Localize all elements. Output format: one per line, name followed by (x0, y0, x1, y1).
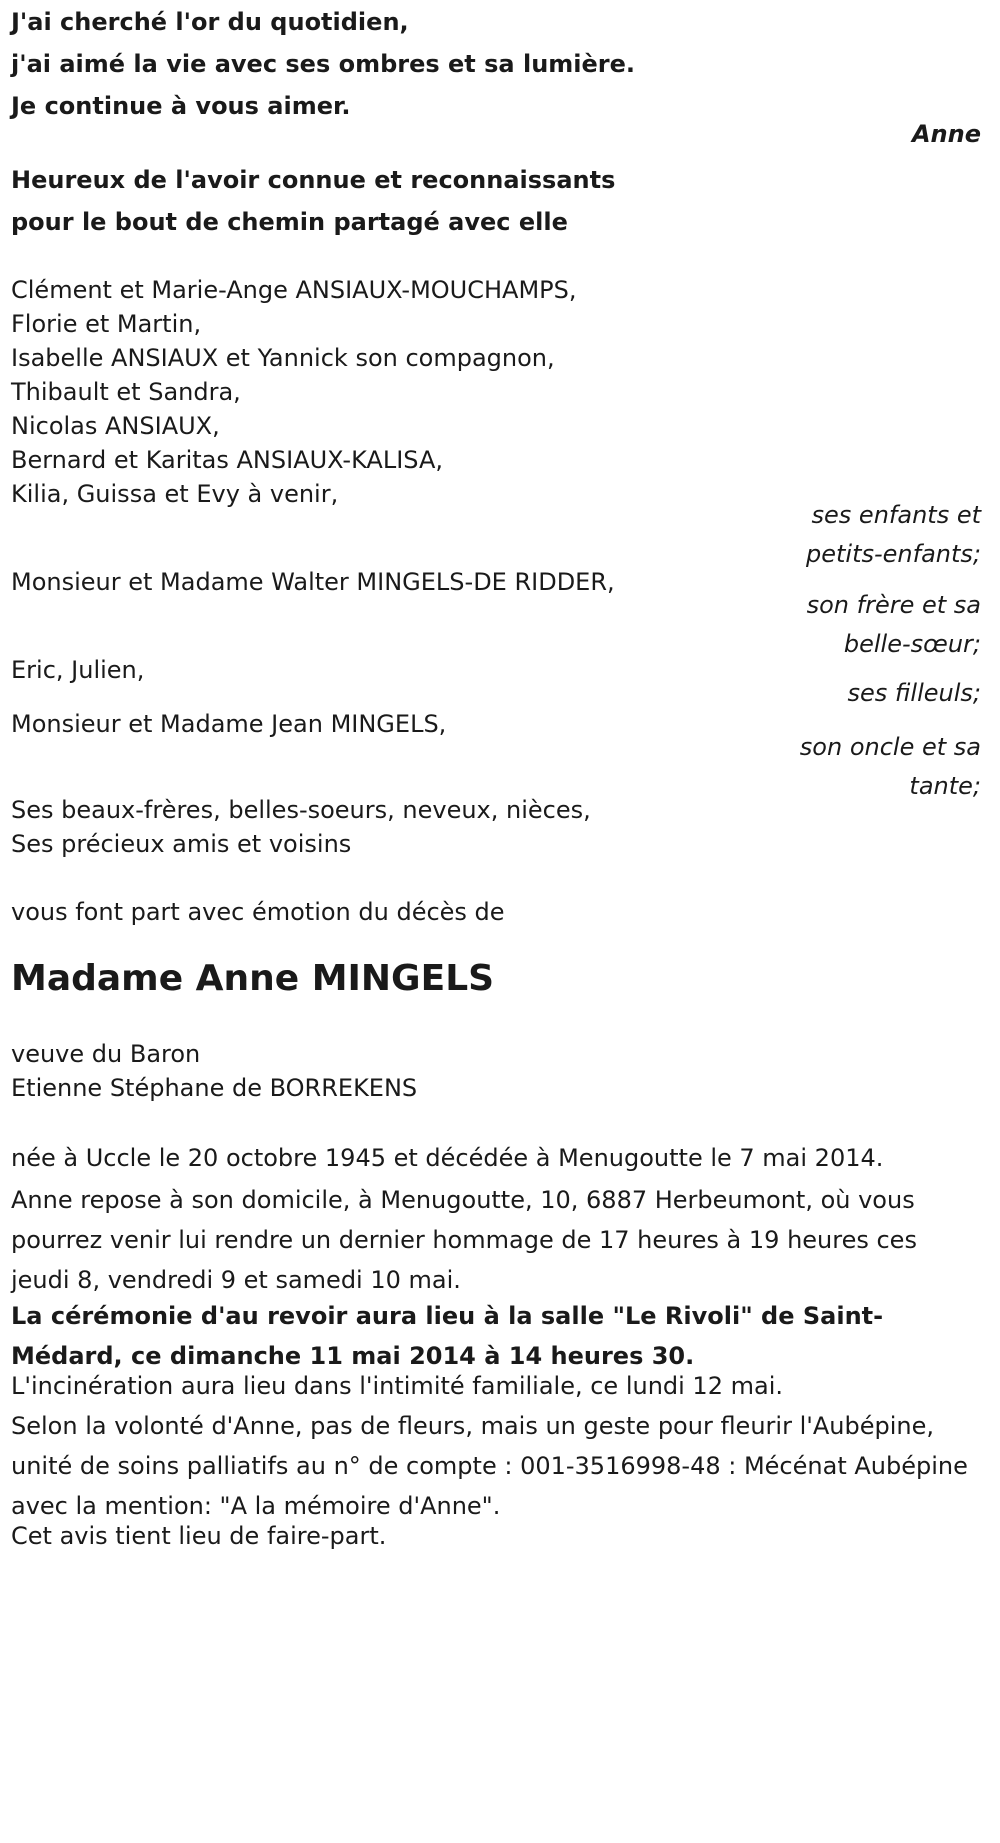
family-member: Thibault et Sandra, (11, 378, 241, 406)
poem-signature: Anne (911, 120, 981, 148)
family-member: Florie et Martin, (11, 310, 202, 338)
family-member-uncle: Monsieur et Madame Jean MINGELS, (11, 710, 447, 738)
family-member: Bernard et Karitas ANSIAUX-KALISA, (11, 446, 443, 474)
poem-line: Je continue à vous aimer. (11, 92, 351, 120)
cremation-info: L'incinération aura lieu dans l'intimité familiale, ce lundi 12 mai. (11, 1372, 783, 1400)
family-member: Kilia, Guissa et Evy à venir, (11, 480, 339, 508)
family-member-godchildren: Eric, Julien, (11, 656, 145, 684)
family-others: Ses précieux amis et voisins (11, 830, 352, 858)
relation-brother (807, 586, 981, 664)
relation-line: ses filleuls; (847, 679, 981, 707)
closing-note: Cet avis tient lieu de faire-part. (11, 1522, 387, 1550)
relation-children (806, 496, 981, 574)
poem-line: j'ai aimé la vie avec ses ombres et sa lumière. (11, 50, 636, 78)
ceremony-info: La cérémonie d'au revoir aura lieu à la salle "Le Rivoli" de Saint-Médard, ce dimanche 11 mai 2014 à 14 heures 30. (11, 1302, 884, 1370)
announcement: vous font part avec émotion du décès de (11, 898, 505, 926)
relation-uncle (800, 728, 981, 806)
family-others: Ses beaux-frères, belles-soeurs, neveux, nièces, (11, 796, 591, 824)
relation-line: son frère et sa (806, 591, 981, 619)
widow-line: veuve du Baron (11, 1040, 201, 1068)
birth-death: née à Uccle le 20 octobre 1945 et décédée à Menugoutte le 7 mai 2014. (11, 1144, 884, 1172)
relation-line: belle-sœur; (843, 630, 981, 658)
family-member: Nicolas ANSIAUX, (11, 412, 220, 440)
poem-line: J'ai cherché l'or du quotidien, (11, 8, 409, 36)
family-member: Isabelle ANSIAUX et Yannick son compagnon, (11, 344, 555, 372)
deceased-name: Madame Anne MINGELS (11, 958, 495, 999)
rest-info: Anne repose à son domicile, à Menugoutte, 10, 6887 Herbeumont, où vous pourrez venir lui rendre un dernier hommage de 17 heures à 19 heures ces jeudi 8, vendredi 9 et samedi 10 mai. (11, 1186, 917, 1294)
intro-line: Heureux de l'avoir connue et reconnaissants (11, 166, 616, 194)
flowers-info: Selon la volonté d'Anne, pas de fleurs, mais un geste pour fleurir l'Aubépine, unité de soins palliatifs au n° de compte : 001-3516998-48 : Mécénat Aubépine avec la mention: "A la mémoire d'Anne". (11, 1412, 968, 1520)
relation-godchildren (848, 674, 981, 713)
intro-line: pour le bout de chemin partagé avec elle (11, 208, 568, 236)
relation-line: tante; (909, 772, 981, 800)
family-member-brother: Monsieur et Madame Walter MINGELS-DE RIDDER, (11, 568, 615, 596)
relation-line: son oncle et sa (799, 733, 981, 761)
family-member: Clément et Marie-Ange ANSIAUX-MOUCHAMPS, (11, 276, 577, 304)
widow-line: Etienne Stéphane de BORREKENS (11, 1074, 418, 1102)
relation-line: ses enfants et (811, 501, 981, 529)
relation-line: petits-enfants; (806, 540, 981, 568)
